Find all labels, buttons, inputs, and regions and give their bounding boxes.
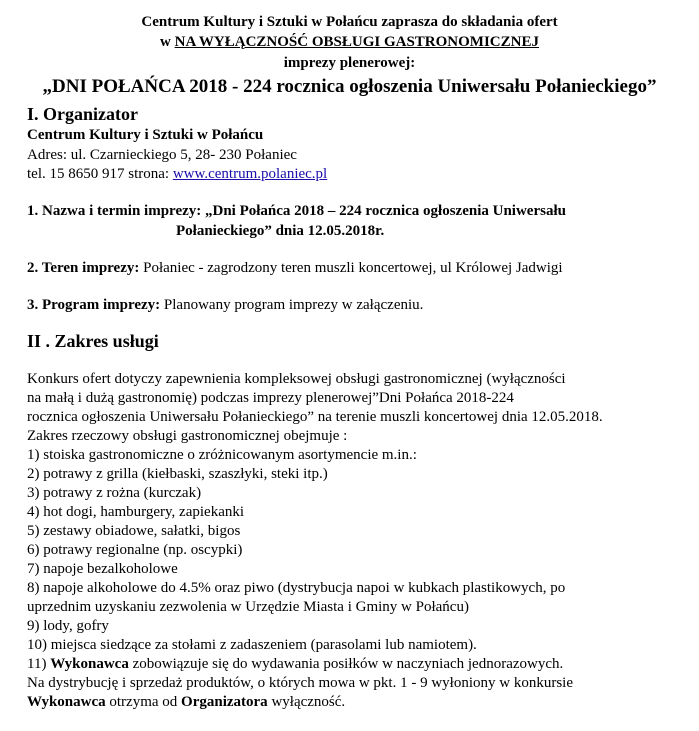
scope-list-item: 6) potrawy regionalne (np. oscypki) [27, 542, 243, 558]
organizer-address: Adres: ul. Czarnieckiego 5, 28- 230 Połaniec [27, 147, 297, 163]
exclusivity-prefix: w [160, 34, 175, 50]
scope-intro-line: na małą i dużą gastronomię) podczas imprezy plenerowej”Dni Połańca 2018-224 [27, 390, 514, 406]
item-venue-text: Połaniec - zagrodzony teren muszli koncertowej, ul Królowej Jadwigi [139, 260, 563, 276]
exclusivity-line [0, 34, 699, 51]
item11-text: zobowiązuje się do wydawania posiłków w naczyniach jednorazowych. [128, 656, 564, 672]
item-name-and-date: 1. Nazwa i termin imprezy: „Dni Połańca 2018 – 224 rocznica ogłoszenia Uniwersału [27, 203, 566, 219]
scope-list-item: 3) potrawy z rożna (kurczak) [27, 485, 202, 501]
closing-line-exclusivity [27, 694, 345, 711]
item-venue-label: 2. Teren imprezy: [27, 260, 140, 276]
item11-contractor: Wykonawca [50, 656, 129, 672]
scope-list-item-11 [27, 656, 563, 673]
scope-list-item: 9) lody, gofry [27, 618, 109, 634]
scope-intro-line: Konkurs ofert dotyczy zapewnienia kompleksowej obsługi gastronomicznej (wyłączności [27, 371, 566, 387]
item-program-text: Planowany program imprezy w załączeniu. [160, 297, 424, 313]
event-type-line: imprezy plenerowej: [283, 55, 416, 71]
closing-organizer: Organizatora [181, 694, 268, 710]
closing-line: Na dystrybucję i sprzedaż produktów, o których mowa w pkt. 1 - 9 wyłoniony w konkursie [27, 675, 574, 691]
scope-list-item: 10) miejsca siedzące za stołami z zadaszeniem (parasolami lub namiotem). [27, 637, 477, 653]
event-title: „DNI POŁAŃCA 2018 - 224 rocznica ogłoszenia Uniwersału Połanieckiego” [42, 76, 657, 97]
scope-intro-line: Zakres rzeczowy obsługi gastronomicznej obejmuje : [27, 428, 348, 444]
section-heading-organizer: I. Organizator [27, 104, 138, 124]
contact-text: tel. 15 8650 917 strona: [27, 166, 173, 182]
organizer-name: Centrum Kultury i Sztuki w Połańcu [27, 127, 264, 143]
closing-mid: otrzyma od [105, 694, 182, 710]
closing-contractor: Wykonawca [27, 694, 106, 710]
scope-list-item: 7) napoje bezalkoholowe [27, 561, 178, 577]
scope-list-item: 8) napoje alkoholowe do 4.5% oraz piwo (dystrybucja napoi w kubkach plastikowych, po [27, 580, 566, 596]
item-program-label: 3. Program imprezy: [27, 297, 161, 313]
item11-number: 11) [27, 656, 51, 672]
scope-list-item: 5) zestawy obiadowe, sałatki, bigos [27, 523, 241, 539]
item-program [27, 297, 423, 314]
organizer-contact [27, 166, 327, 183]
scope-list-item: 2) potrawy z grilla (kiełbaski, szaszłyki, steki itp.) [27, 466, 328, 482]
scope-intro-line: rocznica ogłoszenia Uniwersału Połanieckiego” na terenie muszli koncertowej dnia 12.05.2018. [27, 409, 603, 425]
website-link[interactable]: www.centrum.polaniec.pl [172, 166, 328, 182]
invitation-line: Centrum Kultury i Sztuki w Połańcu zaprasza do składania ofert [141, 14, 558, 30]
scope-list-item: uprzednim uzyskaniu zezwolenia w Urzędzie Miasta i Gminy w Połańcu) [27, 599, 469, 615]
section-heading-scope: II . Zakres usługi [27, 331, 159, 351]
exclusivity-title: NA WYŁĄCZNOŚĆ OBSŁUGI GASTRONOMICZNEJ [174, 34, 539, 50]
scope-list-item: 1) stoiska gastronomiczne o zróżnicowanym asortymencie m.in.: [27, 447, 417, 463]
scope-list-item: 4) hot dogi, hamburgery, zapiekanki [27, 504, 245, 520]
item-venue [27, 260, 563, 277]
item-name-and-date-cont: Połanieckiego” dnia 12.05.2018r. [176, 223, 385, 239]
closing-end: wyłączność. [267, 694, 346, 710]
